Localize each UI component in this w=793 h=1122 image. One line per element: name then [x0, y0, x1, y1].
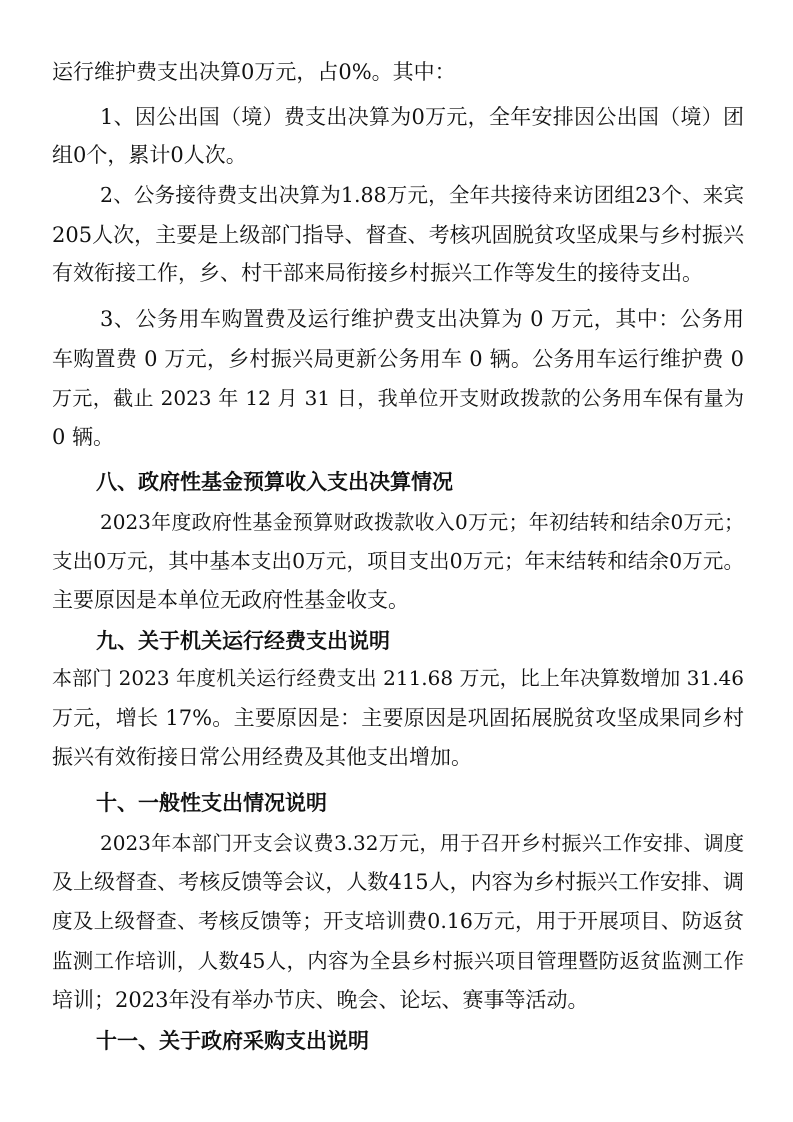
text-line: 运行维护费支出决算0万元，占0%。其中： [52, 60, 456, 84]
section-heading: 十、一般性支出情况说明 [96, 791, 327, 815]
section-heading: 八、政府性基金预算收入支出决算情况 [96, 470, 453, 494]
text-line: 2023年度政府性基金预算财政拨款收入0万元；年初结转和结余0万元； [100, 510, 744, 534]
text-line: 本部门 2023 年度机关运行经费支出 211.68 万元，比上年决算数增加 31.46 [52, 666, 744, 690]
text-line: 2、公务接待费支出决算为1.88万元，全年共接待来访团组23个、来宾 [100, 183, 744, 207]
text-line: 及上级督查、考核反馈等会议，人数415人，内容为乡村振兴工作安排、调 [52, 870, 744, 894]
text-line: 度及上级督查、考核反馈等；开支培训费0.16万元，用于开展项目、防返贫 [52, 909, 744, 933]
text-line: 0 辆。 [52, 425, 115, 449]
text-line: 监测工作培训，人数45人，内容为全县乡村振兴项目管理暨防返贫监测工作 [52, 949, 744, 973]
text-line: 车购置费 0 万元，乡村振兴局更新公务用车 0 辆。公务用车运行维护费 0 [52, 347, 744, 371]
text-line: 组0个，累计0人次。 [52, 143, 247, 167]
text-line: 主要原因是本单位无政府性基金收支。 [52, 588, 409, 612]
text-line: 有效衔接工作，乡、村干部来局衔接乡村振兴工作等发生的接待支出。 [52, 261, 703, 285]
text-line: 1、因公出国（境）费支出决算为0万元，全年安排因公出国（境）团 [100, 105, 744, 129]
section-heading: 十一、关于政府采购支出说明 [96, 1029, 369, 1053]
text-line: 万元，截止 2023 年 12 月 31 日，我单位开支财政拨款的公务用车保有量为 [52, 386, 744, 410]
text-line: 3、公务用车购置费及运行维护费支出决算为 0 万元，其中：公务用 [100, 307, 744, 331]
text-line: 万元，增长 17%。主要原因是：主要原因是巩固拓展脱贫攻坚成果同乡村 [52, 706, 744, 730]
text-line: 振兴有效衔接日常公用经费及其他支出增加。 [52, 745, 472, 769]
text-line: 支出0万元，其中基本支出0万元，项目支出0万元；年末结转和结余0万元。 [52, 549, 744, 573]
text-line: 2023年本部门开支会议费3.32万元，用于召开乡村振兴工作安排、调度 [100, 831, 744, 855]
text-line: 培训；2023年没有举办节庆、晚会、论坛、赛事等活动。 [52, 988, 589, 1012]
text-line: 205人次，主要是上级部门指导、督查、考核巩固脱贫攻坚成果与乡村振兴 [52, 223, 744, 247]
section-heading: 九、关于机关运行经费支出说明 [96, 629, 390, 653]
